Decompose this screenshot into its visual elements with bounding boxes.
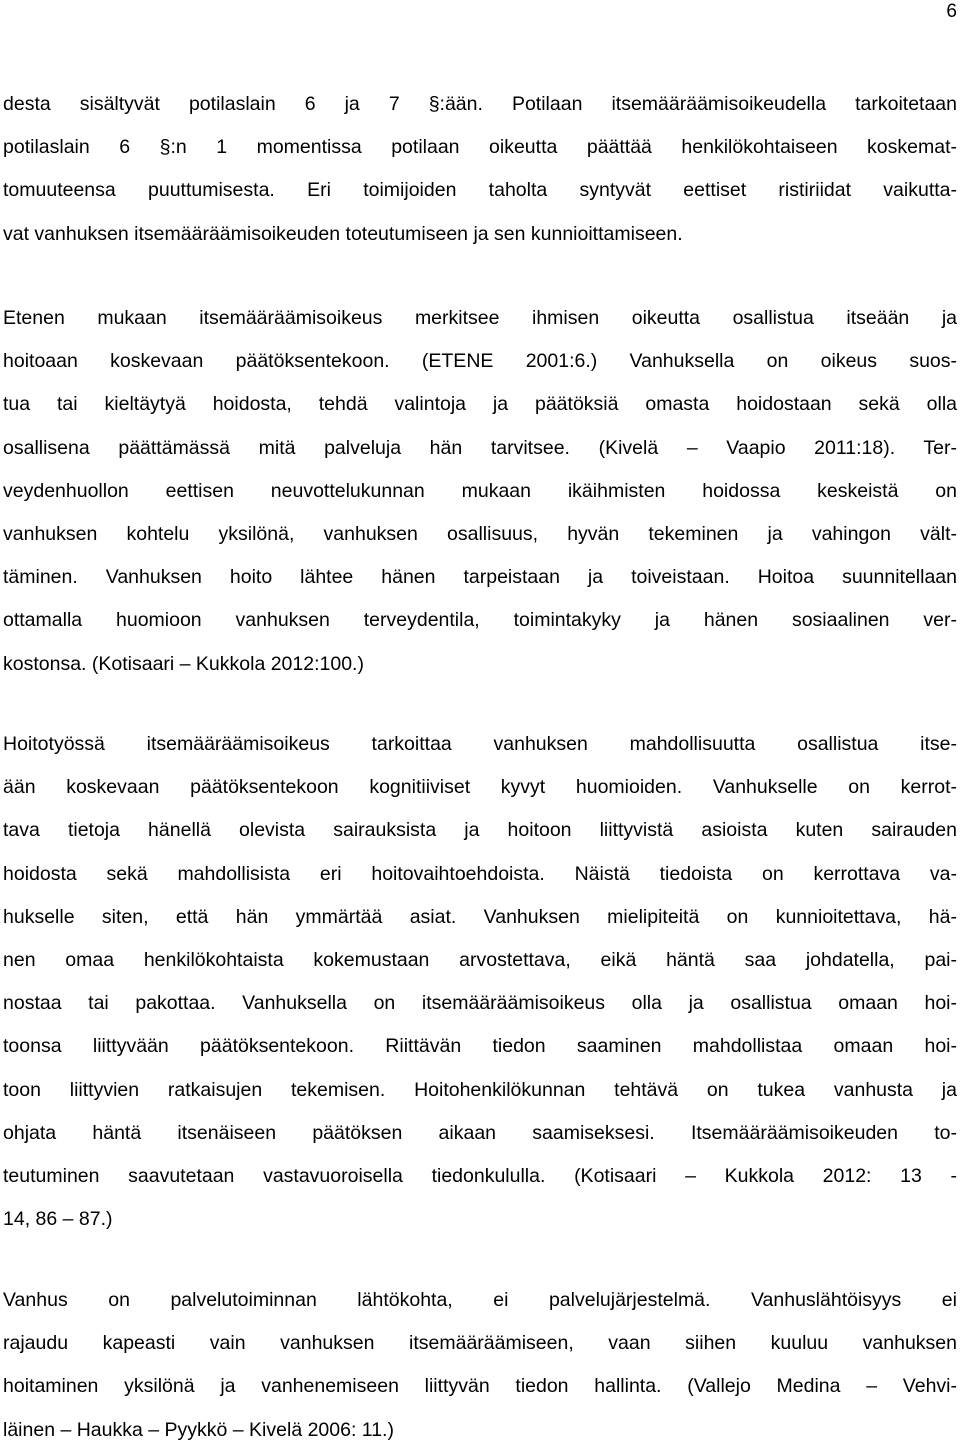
text-line: hoidosta sekä mahdollisista eri hoitovaihtoehdoista. Näistä tiedoista on kerrottava va- [3,862,957,885]
text-line: ottamalla huomioon vanhuksen terveydentila, toimintakyky ja hänen sosiaalinen ver- [3,609,957,632]
text-line: Hoitotyössä itsemääräämisoikeus tarkoittaa vanhuksen mahdollisuutta osallistua itse- [3,733,957,755]
page-number: 6 [946,1,957,22]
text-line: tomuuteensa puuttumisesta. Eri toimijoiden taholta syntyvät eettiset ristiriidat vaikutta- [3,179,957,202]
text-line: tava tietoja hänellä olevista sairauksista ja hoitoon liittyvistä asioista kuten sairauden [3,819,957,842]
text-line: nen omaa henkilökohtaista kokemustaan arvostettava, eikä häntä saa johdatella, pai- [3,948,957,971]
text-line: tua tai kieltäytyä hoidosta, tehdä valintoja ja päätöksiä omasta hoidostaan sekä olla [3,393,957,416]
paragraph-3 [3,723,957,1241]
text-line: vat vanhuksen itsemääräämisoikeuden toteutumiseen ja sen kunnioittamiseen. [3,222,683,245]
text-line: täminen. Vanhuksen hoito lähtee hänen tarpeistaan ja toiveistaan. Hoitoa suunnitellaan [3,566,957,589]
text-line: hukselle siten, että hän ymmärtää asiat. Vanhuksen mielipiteitä on kunnioitettava, hä- [3,905,957,928]
text-line: rajaudu kapeasti vain vanhuksen itsemääräämiseen, vaan siihen kuuluu vanhuksen [3,1332,957,1355]
text-line: potilaslain 6 §:n 1 momentissa potilaan oikeutta päättää henkilökohtaiseen koskemat- [3,136,957,159]
text-line: toonsa liittyvään päätöksentekoon. Riittävän tiedon saaminen mahdollistaa omaan hoi- [3,1035,957,1058]
text-line: desta sisältyvät potilaslain 6 ja 7 §:ään. Potilaan itsemääräämisoikeudella tarkoitetaan [3,93,957,115]
text-line: toon liittyvien ratkaisujen tekemisen. Hoitohenkilökunnan tehtävä on tukea vanhusta ja [3,1078,957,1101]
text-line: vanhuksen kohtelu yksilönä, vanhuksen osallisuus, hyvän tekeminen ja vahingon vält- [3,522,957,545]
text-line: osallisena päättämässä mitä palveluja hän tarvitsee. (Kivelä – Vaapio 2011:18). Ter- [3,436,957,459]
text-line: hoitaminen yksilönä ja vanhenemiseen liittyvän tiedon hallinta. (Vallejo Medina – Vehvi- [3,1375,957,1398]
text-line: Etenen mukaan itsemääräämisoikeus merkitsee ihmisen oikeutta osallistua itseään ja [3,307,957,329]
text-line: läinen – Haukka – Pyykkö – Kivelä 2006: 11.) [3,1418,394,1441]
text-line: ään koskevaan päätöksentekoon kognitiiviset kyvyt huomioiden. Vanhukselle on kerrot- [3,776,957,799]
text-line: veydenhuollon eettisen neuvottelukunnan mukaan ikäihmisten hoidossa keskeistä on [3,479,957,502]
text-line: 14, 86 – 87.) [3,1208,113,1231]
paragraph-4 [3,1279,957,1452]
text-line: hoitoaan koskevaan päätöksentekoon. (ETENE 2001:6.) Vanhuksella on oikeus suos- [3,350,957,373]
text-line: nostaa tai pakottaa. Vanhuksella on itsemääräämisoikeus olla ja osallistua omaan hoi- [3,992,957,1015]
text-line: ohjata häntä itsenäiseen päätöksen aikaan saamiseksesi. Itsemääräämisoikeuden to- [3,1121,957,1144]
text-line: Vanhus on palvelutoiminnan lähtökohta, ei palvelujärjestelmä. Vanhuslähtöisyys ei [3,1289,957,1311]
paragraph-1 [3,83,957,256]
text-line: teutuminen saavutetaan vastavuoroisella tiedonkululla. (Kotisaari – Kukkola 2012: 13 - [3,1164,957,1187]
paragraph-2 [3,297,957,686]
text-line: kostonsa. (Kotisaari – Kukkola 2012:100.) [3,652,364,675]
